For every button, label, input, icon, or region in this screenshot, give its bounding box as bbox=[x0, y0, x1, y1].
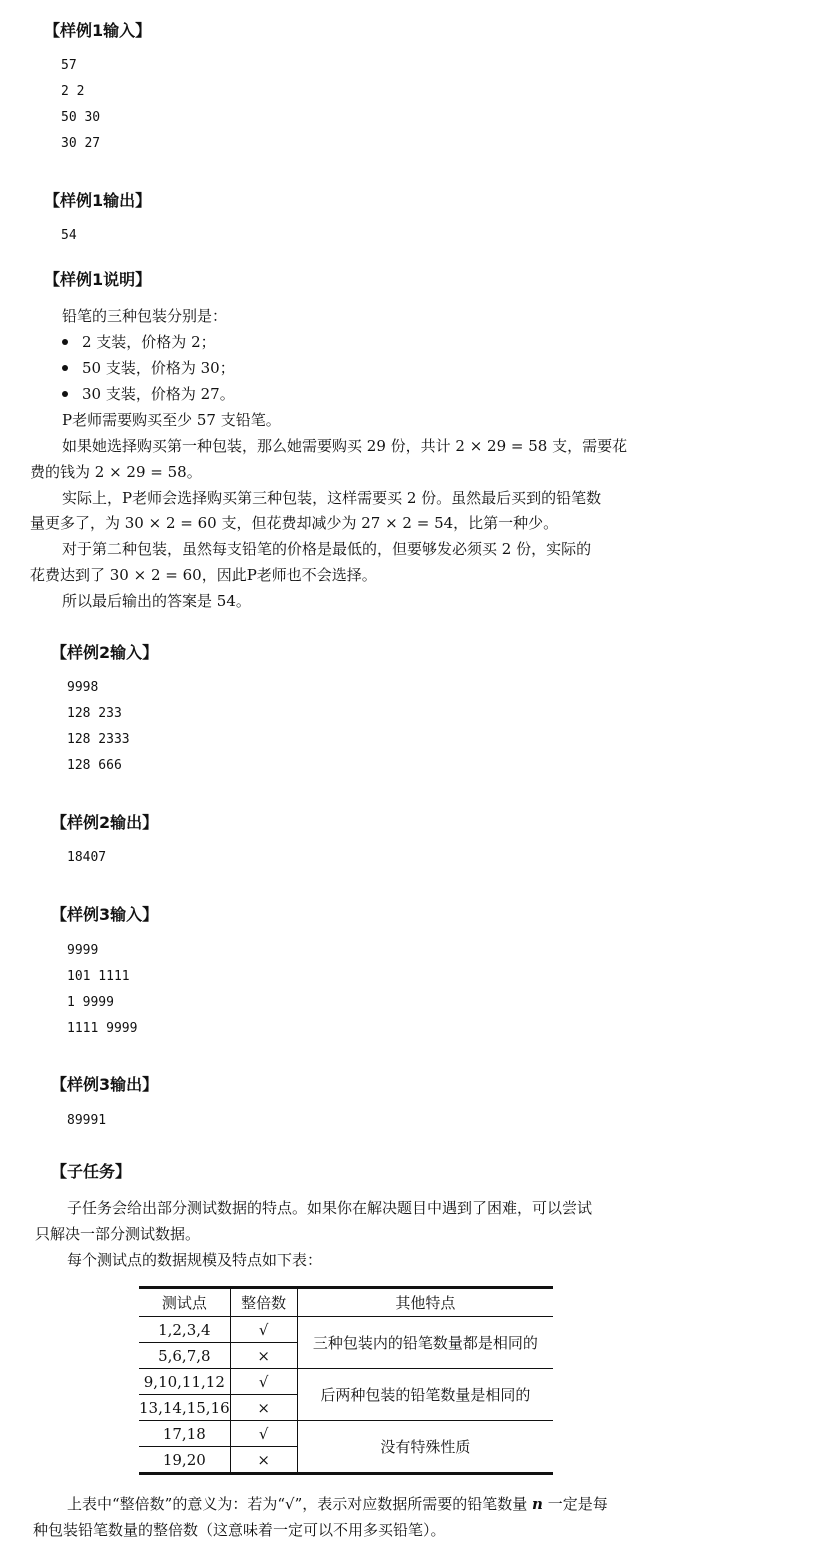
explain-para3-line2: 花费达到了 30 × 2 = 60，因此P老师也不会选择。 bbox=[30, 566, 377, 584]
bullet-dot bbox=[62, 365, 68, 371]
subtask-intro-line2: 只解决一部分测试数据。 bbox=[35, 1225, 201, 1243]
sample2-input-line: 128 233 bbox=[67, 706, 122, 721]
cell-other-features: 后两种包装的铅笔数量是相同的 bbox=[297, 1369, 553, 1421]
cell-test-points: 5,6,7,8 bbox=[139, 1343, 230, 1369]
header-test-points: 测试点 bbox=[139, 1288, 230, 1317]
cell-other-features: 没有特殊性质 bbox=[297, 1421, 553, 1474]
sample1-input-line: 30 27 bbox=[61, 136, 101, 151]
bullet-dot bbox=[62, 391, 68, 397]
cell-multiple: × bbox=[230, 1447, 297, 1474]
sample2-output-heading: 【样例2输出】 bbox=[51, 813, 159, 832]
cell-multiple: √ bbox=[230, 1421, 297, 1447]
explain-para2-line1: 实际上，P老师会选择购买第三种包装，这样需要买 2 份。虽然最后买到的铅笔数 bbox=[62, 489, 602, 507]
table-row bbox=[139, 1369, 553, 1395]
sample3-input-line: 1111 9999 bbox=[67, 1021, 138, 1036]
sample2-input-line: 128 2333 bbox=[67, 732, 130, 747]
sample2-input-heading: 【样例2输入】 bbox=[51, 643, 159, 662]
explain-intro: 铅笔的三种包装分别是： bbox=[62, 307, 228, 325]
table-row bbox=[139, 1421, 553, 1447]
cell-test-points: 9,10,11,12 bbox=[139, 1369, 230, 1395]
subtask-table-intro: 每个测试点的数据规模及特点如下表： bbox=[67, 1251, 323, 1269]
sample2-input-line: 9998 bbox=[67, 680, 99, 695]
header-multiple: 整倍数 bbox=[230, 1288, 297, 1317]
sample1-input-line: 57 bbox=[61, 58, 77, 73]
cell-multiple: × bbox=[230, 1395, 297, 1421]
explain-bullet: 2 支装，价格为 2； bbox=[82, 333, 216, 351]
subtask-note-line1 bbox=[67, 1494, 608, 1514]
header-other-features: 其他特点 bbox=[297, 1288, 553, 1317]
explain-para2-line2: 量更多了，为 30 × 2 = 60 支，但花费却减少为 27 × 2 = 54，比第一种少。 bbox=[30, 514, 559, 532]
explain-para1-line1: 如果她选择购买第一种包装，那么她需要购买 29 份，共计 2 × 29 = 58 支，需要花 bbox=[62, 437, 628, 455]
cell-test-points: 17,18 bbox=[139, 1421, 230, 1447]
explain-para1-line2: 费的钱为 2 × 29 = 58。 bbox=[30, 463, 202, 481]
sample1-input-line: 50 30 bbox=[61, 110, 101, 125]
explain-conclusion: 所以最后输出的答案是 54。 bbox=[62, 592, 251, 610]
explain-bullet: 50 支装，价格为 30； bbox=[82, 359, 235, 377]
sample3-input-line: 9999 bbox=[67, 943, 99, 958]
note-text-b: 一定是每 bbox=[542, 1495, 608, 1513]
sample2-output-line: 18407 bbox=[67, 850, 107, 865]
sample3-output-line: 89991 bbox=[67, 1113, 107, 1128]
sample3-output-heading: 【样例3输出】 bbox=[51, 1075, 159, 1094]
note-text-a: 上表中“整倍数”的意义为：若为“√”，表示对应数据所需要的铅笔数量 bbox=[67, 1495, 533, 1513]
subtask-note-line2: 种包装铅笔数量的整倍数（这意味着一定可以不用多买铅笔）。 bbox=[33, 1521, 446, 1539]
cell-test-points: 1,2,3,4 bbox=[139, 1317, 230, 1343]
sample3-input-line: 1 9999 bbox=[67, 995, 114, 1010]
note-variable: n bbox=[532, 1495, 543, 1513]
sample1-input-line: 2 2 bbox=[61, 84, 85, 99]
sample1-input-heading: 【样例1输入】 bbox=[44, 21, 152, 40]
cell-test-points: 13,14,15,16 bbox=[139, 1395, 230, 1421]
sample1-output-line: 54 bbox=[61, 228, 77, 243]
explain-need: P老师需要购买至少 57 支铅笔。 bbox=[62, 411, 281, 429]
subtask-intro-line1: 子任务会给出部分测试数据的特点。如果你在解决题目中遇到了困难，可以尝试 bbox=[67, 1199, 593, 1217]
sample3-input-line: 101 1111 bbox=[67, 969, 130, 984]
explain-bullet: 30 支装，价格为 27。 bbox=[82, 385, 235, 403]
cell-multiple: √ bbox=[230, 1317, 297, 1343]
table-header-row bbox=[139, 1288, 553, 1317]
sample1-explain-heading: 【样例1说明】 bbox=[44, 270, 152, 289]
sample1-output-heading: 【样例1输出】 bbox=[44, 191, 152, 210]
sample3-input-heading: 【样例3输入】 bbox=[51, 905, 159, 924]
cell-other-features: 三种包装内的铅笔数量都是相同的 bbox=[297, 1317, 553, 1369]
subtask-table bbox=[139, 1286, 553, 1475]
sample2-input-line: 128 666 bbox=[67, 758, 122, 773]
subtask-heading: 【子任务】 bbox=[51, 1162, 132, 1181]
table-row bbox=[139, 1317, 553, 1343]
cell-test-points: 19,20 bbox=[139, 1447, 230, 1474]
bullet-dot bbox=[62, 339, 68, 345]
explain-para3-line1: 对于第二种包装，虽然每支铅笔的价格是最低的，但要够发必须买 2 份，实际的 bbox=[62, 540, 592, 558]
cell-multiple: × bbox=[230, 1343, 297, 1369]
cell-multiple: √ bbox=[230, 1369, 297, 1395]
